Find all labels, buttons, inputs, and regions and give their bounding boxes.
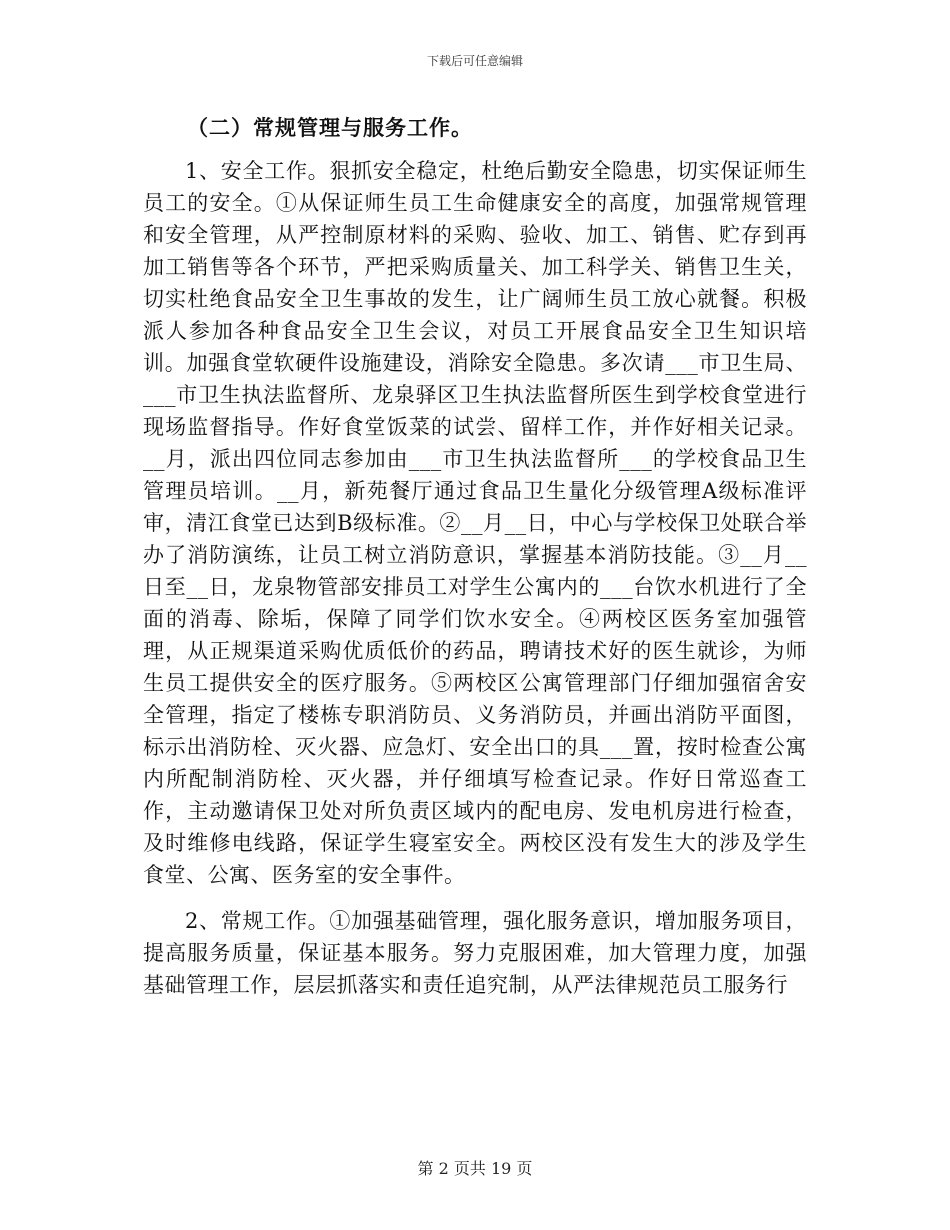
page-header: 下载后可任意编辑 [426, 54, 523, 68]
paragraph-safety-work: 1、安全工作。狠抓安全稳定，杜绝后勤安全隐患，切实保证师生员工的安全。①从保证师生员工生命健康安全的高度，加强常规管理和安全管理，从严控制原材料的采购、验收、加工、销售、贮存到再加工销售等各个环节，严把采购质量关、加工科学关、销售卫生关，切实杜绝食品安全卫生事故的发生，让广阔师生员工放心就餐。积极派人参加各种食品安全卫生会议，对员工开展食品安全卫生知识培训。加强食堂软硬件设施建设，消除安全隐患。多次请___市卫生局、___市卫生执法监督所、龙泉驿区卫生执法监督所医生到学校食堂进行现场监督指导。作好食堂饭菜的试尝、留样工作，并作好相关记录。__月，派出四位同志参加由___市卫生执法监督所___的学校食品卫生管理员培训。__月，新苑餐厅通过食品卫生量化分级管理A级标准评审，清江食堂已达到B级标准。②__月__日，中心与学校保卫处联合举办了消防演练，让员工树立消防意识，掌握基本消防技能。③__月__日至__日，龙泉物管部安排员工对学生公寓内的___台饮水机进行了全面的消毒、除垢，保障了同学们饮水安全。④两校区医务室加强管理，从正规渠道采购优质低价的药品，聘请技术好的医生就诊，为师生员工提供安全的医疗服务。⑤两校区公寓管理部门仔细加强宿舍安全管理，指定了楼栋专职消防员、义务消防员，并画出消防平面图，标示出消防栓、灭火器、应急灯、安全出口的具___置，按时检查公寓内所配制消防栓、灭火器，并仔细填写检查记录。作好日常巡查工作，主动邀请保卫处对所负责区域内的配电房、发电机房进行检查，及时维修电线路，保证学生寝室安全。两校区没有发生大的涉及学生食堂、公寓、医务室的安全事件。 [143, 159, 807, 887]
document-body [143, 112, 807, 1001]
paragraph-routine-work: 2、常规工作。①加强基础管理，强化服务意识，增加服务项目，提高服务质量，保证基本服务。努力克服困难，加大管理力度，加强基础管理工作，层层抓落实和责任追究制，从严法律规范员工服务行 [143, 909, 807, 997]
page-number-footer: 第 2 页共 19 页 [417, 1159, 533, 1178]
section-heading: （二）常规管理与服务工作。 [187, 115, 473, 140]
